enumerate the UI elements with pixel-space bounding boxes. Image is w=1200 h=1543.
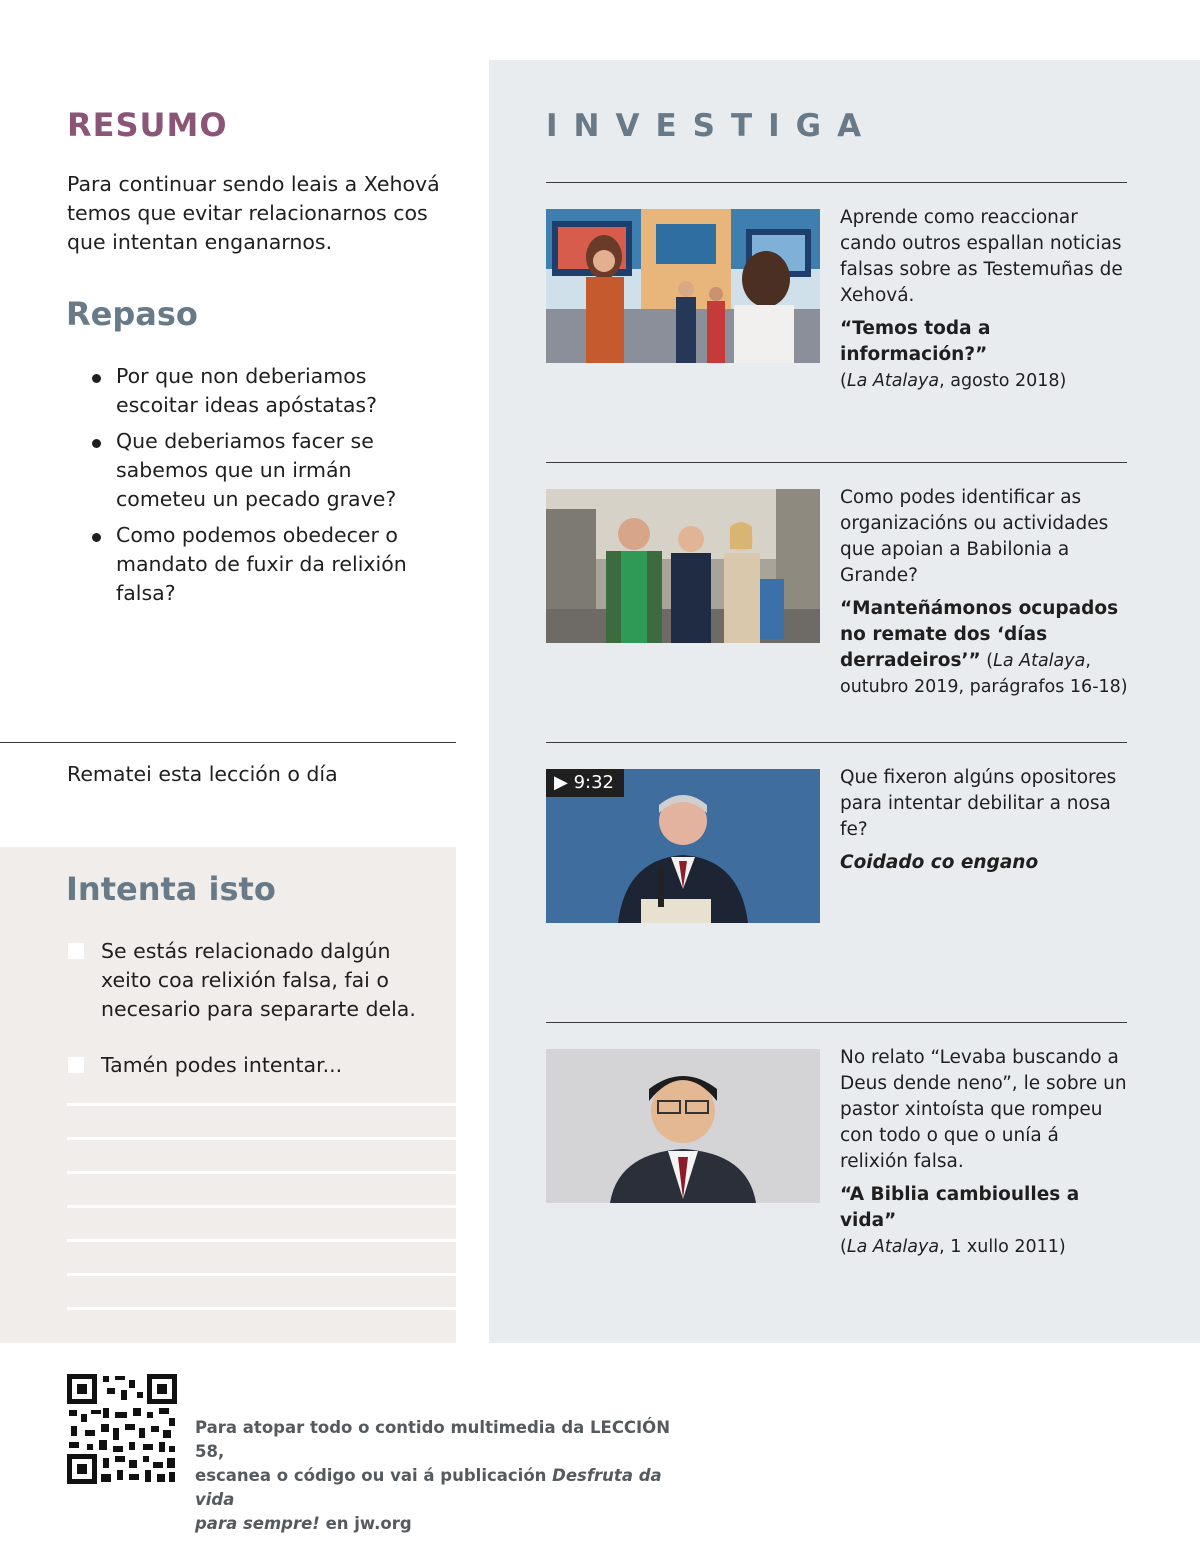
- repaso-question: Que deberiamos facer se sabemos que un irmán cometeu un pecado grave?: [92, 427, 442, 514]
- speaker-video[interactable]: [546, 769, 820, 923]
- intenta-item-text: Tamén podes intentar...: [101, 1053, 343, 1077]
- writing-line[interactable]: [67, 1239, 456, 1242]
- writing-line[interactable]: [67, 1171, 456, 1174]
- investiga-item-link[interactable]: “Manteñámonos ocupados no remate dos ‘días derradeiros’”: [840, 598, 1119, 671]
- video-duration-badge: ▶ 9:32: [546, 769, 624, 797]
- investiga-item-description: Aprende como reaccionar cando outros espallan noticias falsas sobre as Testemuñas de Xehová.: [840, 207, 1123, 306]
- checkbox-icon[interactable]: [68, 1057, 84, 1073]
- investiga-item-source: (La Atalaya, 1 xullo 2011): [840, 1237, 1066, 1257]
- intenta-panel: [0, 847, 456, 1343]
- resumo-heading: RESUMO: [67, 106, 228, 144]
- investiga-item-text: [840, 485, 1130, 700]
- bullet-icon: [92, 374, 101, 383]
- investiga-item-description: Que fixeron algúns opositores para intentar debilitar a nosa fe?: [840, 767, 1117, 840]
- investiga-item-description: Como podes identificar as organizacións ou actividades que apoian a Babilonia a Grande?: [840, 487, 1109, 586]
- repaso-question: Por que non deberiamos escoitar ideas apóstatas?: [92, 362, 442, 420]
- investiga-item-link[interactable]: “A Biblia cambioulles a vida”: [840, 1184, 1080, 1231]
- completion-date-label: Rematei esta lección o día: [67, 762, 338, 786]
- writing-line[interactable]: [67, 1137, 456, 1140]
- writing-line[interactable]: [67, 1273, 456, 1276]
- investiga-item-source: (La Atalaya, agosto 2018): [840, 371, 1067, 391]
- street-witnessing-photo[interactable]: [546, 489, 820, 643]
- news-screens-illustration[interactable]: [546, 209, 820, 363]
- writing-line[interactable]: [67, 1103, 456, 1106]
- bullet-icon: [92, 533, 101, 542]
- investiga-item-source: (La Atalaya, outubro 2019, parágrafos 16-18): [840, 651, 1128, 697]
- intenta-checkbox-item[interactable]: [68, 937, 438, 1024]
- divider: [546, 182, 1127, 183]
- investiga-heading: INVESTIGA: [546, 108, 878, 144]
- divider: [0, 742, 456, 743]
- bullet-icon: [92, 439, 101, 448]
- smiling-man-portrait[interactable]: [546, 1049, 820, 1203]
- investiga-item-text: [840, 1045, 1130, 1260]
- investiga-item-text: [840, 205, 1130, 394]
- divider: [546, 1022, 1127, 1023]
- investiga-item-link[interactable]: “Temos toda a información?”: [840, 318, 991, 365]
- jw-org-link[interactable]: en jw.org: [319, 1514, 412, 1533]
- checkbox-icon[interactable]: [68, 943, 84, 959]
- resumo-text: Para continuar sendo leais a Xehová temos que evitar relacionarnos cos que intentan enganarnos.: [67, 172, 440, 254]
- qr-code-icon[interactable]: [67, 1374, 177, 1484]
- repaso-heading: Repaso: [66, 295, 198, 333]
- repaso-question: Como podemos obedecer o mandato de fuxir da relixión falsa?: [92, 521, 442, 608]
- intenta-checkbox-item[interactable]: [68, 1051, 438, 1080]
- footer-note: Para atopar todo o contido multimedia da LECCIÓN 58, escanea o código ou vai á publicación Desfruta da vida para sempre! en jw.org: [195, 1418, 671, 1533]
- divider: [546, 462, 1127, 463]
- divider: [546, 742, 1127, 743]
- intenta-item-text: Se estás relacionado dalgún xeito coa relixión falsa, fai o necesario para separarte dela.: [101, 939, 416, 1021]
- investiga-item-text: [840, 765, 1130, 876]
- repaso-questions: [92, 362, 442, 615]
- intenta-heading: Intenta isto: [66, 870, 276, 908]
- investiga-item-description: No relato “Levaba buscando a Deus dende neno”, le sobre un pastor xintoísta que rompeu con todo o que o unía á relixión falsa.: [840, 1047, 1127, 1172]
- writing-line[interactable]: [67, 1307, 456, 1310]
- writing-line[interactable]: [67, 1205, 456, 1208]
- investiga-item-link[interactable]: Coidado co engano: [840, 852, 1039, 873]
